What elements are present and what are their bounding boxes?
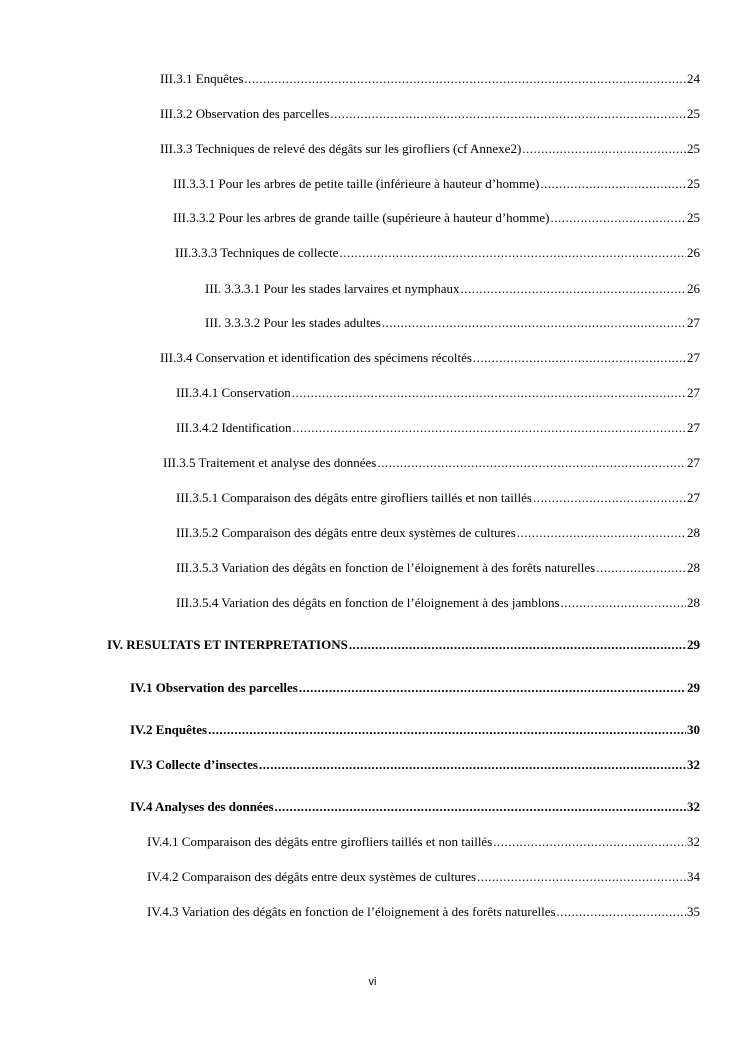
toc-entry-iii-3-5-2[interactable] <box>176 525 700 541</box>
toc-leader-dots <box>551 210 687 226</box>
toc-leader-dots <box>259 757 686 773</box>
toc-entry-iv-1[interactable] <box>130 680 700 696</box>
toc-entry-page: 25 <box>687 210 700 225</box>
toc-leader-dots <box>477 869 686 885</box>
toc-entry-page: 24 <box>687 71 700 86</box>
toc-entry-page: 26 <box>687 245 700 260</box>
toc-leader-dots <box>540 176 686 192</box>
toc-leader-dots <box>349 637 686 653</box>
toc-leader-dots <box>244 71 686 87</box>
toc-entry-page: 34 <box>687 869 700 884</box>
toc-entry-page: 32 <box>687 834 700 849</box>
toc-entry-page: 27 <box>687 385 700 400</box>
toc-entry-text: III.3.3.1 Pour les arbres de petite taille (inférieure à hauteur d’homme) <box>173 176 540 191</box>
toc-entry-iv-3[interactable] <box>130 757 700 773</box>
toc-entry-iv-2[interactable] <box>130 722 700 738</box>
toc-entry-text: III.3.5.3 Variation des dégâts en fonction de l’éloignement à des forêts naturelles <box>176 560 596 575</box>
toc-entry-text: III.3.5 Traitement et analyse des données <box>163 455 377 470</box>
toc-entry-page: 28 <box>687 560 700 575</box>
toc-entry-text: IV.3 Collecte d’insectes <box>130 757 258 772</box>
toc-entry-text: III. 3.3.3.1 Pour les stades larvaires et nymphaux <box>205 281 460 296</box>
toc-entry-page: 27 <box>687 455 700 470</box>
toc-entry-page: 30 <box>687 722 700 737</box>
toc-entry-text: III.3.5.1 Comparaison des dégâts entre girofliers taillés et non taillés <box>176 490 532 505</box>
toc-entry-text: III.3.4 Conservation et identification des spécimens récoltés <box>160 350 472 365</box>
toc-leader-dots <box>493 834 686 850</box>
toc-entry-page: 29 <box>687 637 700 652</box>
toc-leader-dots <box>377 455 686 471</box>
toc-leader-dots <box>533 490 686 506</box>
toc-entry-iii-3-3-3-2[interactable] <box>205 315 700 331</box>
toc-entry-iii-3-3-3-1[interactable] <box>205 281 700 297</box>
toc-entry-page: 25 <box>687 106 700 121</box>
toc-leader-dots <box>382 315 686 331</box>
toc-entry-page: 27 <box>687 490 700 505</box>
toc-entry-iii-3-1[interactable] <box>160 71 700 87</box>
toc-leader-dots <box>293 420 686 436</box>
toc-entry-iii-3-5[interactable] <box>163 455 700 471</box>
toc-entry-iii-3-4[interactable] <box>160 350 700 366</box>
toc-leader-dots <box>299 680 686 696</box>
toc-entry-text: III.3.2 Observation des parcelles <box>160 106 330 121</box>
toc-entry-page: 27 <box>687 420 700 435</box>
toc-entry-iii-3-5-4[interactable] <box>176 595 700 611</box>
toc-leader-dots <box>330 106 686 122</box>
toc-entry-text: III.3.3.3 Techniques de collecte <box>175 245 339 260</box>
toc-entry-text: III.3.4.2 Identification <box>176 420 292 435</box>
toc-leader-dots <box>275 799 686 815</box>
toc-entry-iii-3-3-3[interactable] <box>175 245 700 261</box>
toc-entry-text: IV.4.2 Comparaison des dégâts entre deux systèmes de cultures <box>147 869 477 884</box>
toc-entry-page: 26 <box>687 281 700 296</box>
toc-entry-iii-3-2[interactable] <box>160 106 700 122</box>
toc-entry-text: III.3.1 Enquêtes <box>160 71 244 86</box>
toc-entry-text: IV.2 Enquêtes <box>130 722 208 737</box>
toc-leader-dots <box>522 141 686 157</box>
page-number: vi <box>368 976 377 988</box>
toc-entry-page: 32 <box>687 799 700 814</box>
toc-entry-text: III.3.5.2 Comparaison des dégâts entre deux systèmes de cultures <box>176 525 516 540</box>
toc-entry-text: IV.4.3 Variation des dégâts en fonction de l’éloignement à des forêts naturelles <box>147 904 556 919</box>
toc-leader-dots <box>557 904 686 920</box>
toc-entry-page: 29 <box>687 680 700 695</box>
toc-leader-dots <box>517 525 686 541</box>
toc-entry-text: III. 3.3.3.2 Pour les stades adultes <box>205 315 381 330</box>
toc-entry-page: 32 <box>687 757 700 772</box>
toc-entry-text: IV. RESULTATS ET INTERPRETATIONS <box>107 637 348 652</box>
toc-entry-text: IV.4 Analyses des données <box>130 799 274 814</box>
toc-entry-iv-4-3[interactable] <box>147 904 700 920</box>
toc-entry-page: 28 <box>687 595 700 610</box>
toc-entry-text: IV.4.1 Comparaison des dégâts entre girofliers taillés et non taillés <box>147 834 493 849</box>
toc-entry-page: 27 <box>687 315 700 330</box>
toc-entry-iii-3-3-1[interactable] <box>173 176 700 192</box>
toc-leader-dots <box>461 281 686 297</box>
toc-entry-page: 27 <box>687 350 700 365</box>
toc-entry-iii-3-4-2[interactable] <box>176 420 700 436</box>
toc-entry-text: III.3.5.4 Variation des dégâts en fonction de l’éloignement à des jamblons <box>176 595 560 610</box>
toc-entry-iii-3-5-1[interactable] <box>176 490 700 506</box>
toc-entry-iv[interactable] <box>107 637 700 653</box>
toc-leader-dots <box>596 560 686 576</box>
toc-entry-page: 28 <box>687 525 700 540</box>
toc-entry-iv-4[interactable] <box>130 799 700 815</box>
toc-leader-dots <box>292 385 686 401</box>
toc-leader-dots <box>208 722 686 738</box>
toc-entry-text: III.3.3 Techniques de relevé des dégâts sur les girofliers (cf Annexe2) <box>160 141 522 156</box>
toc-entry-text: IV.1 Observation des parcelles <box>130 680 298 695</box>
toc-entry-iii-3-4-1[interactable] <box>176 385 700 401</box>
toc-entry-page: 35 <box>687 904 700 919</box>
toc-leader-dots <box>561 595 686 611</box>
toc-leader-dots <box>339 245 686 261</box>
toc-entry-page: 25 <box>687 176 700 191</box>
toc-entry-iv-4-2[interactable] <box>147 869 700 885</box>
toc-entry-iv-4-1[interactable] <box>147 834 700 850</box>
toc-leader-dots <box>473 350 686 366</box>
toc-entry-iii-3-3[interactable] <box>160 141 700 157</box>
toc-entry-iii-3-3-2[interactable] <box>173 210 700 226</box>
toc-entry-page: 25 <box>687 141 700 156</box>
toc-entry-text: III.3.3.2 Pour les arbres de grande taille (supérieure à hauteur d’homme) <box>173 210 550 225</box>
toc-entry-text: III.3.4.1 Conservation <box>176 385 291 400</box>
toc-entry-iii-3-5-3[interactable] <box>176 560 700 576</box>
